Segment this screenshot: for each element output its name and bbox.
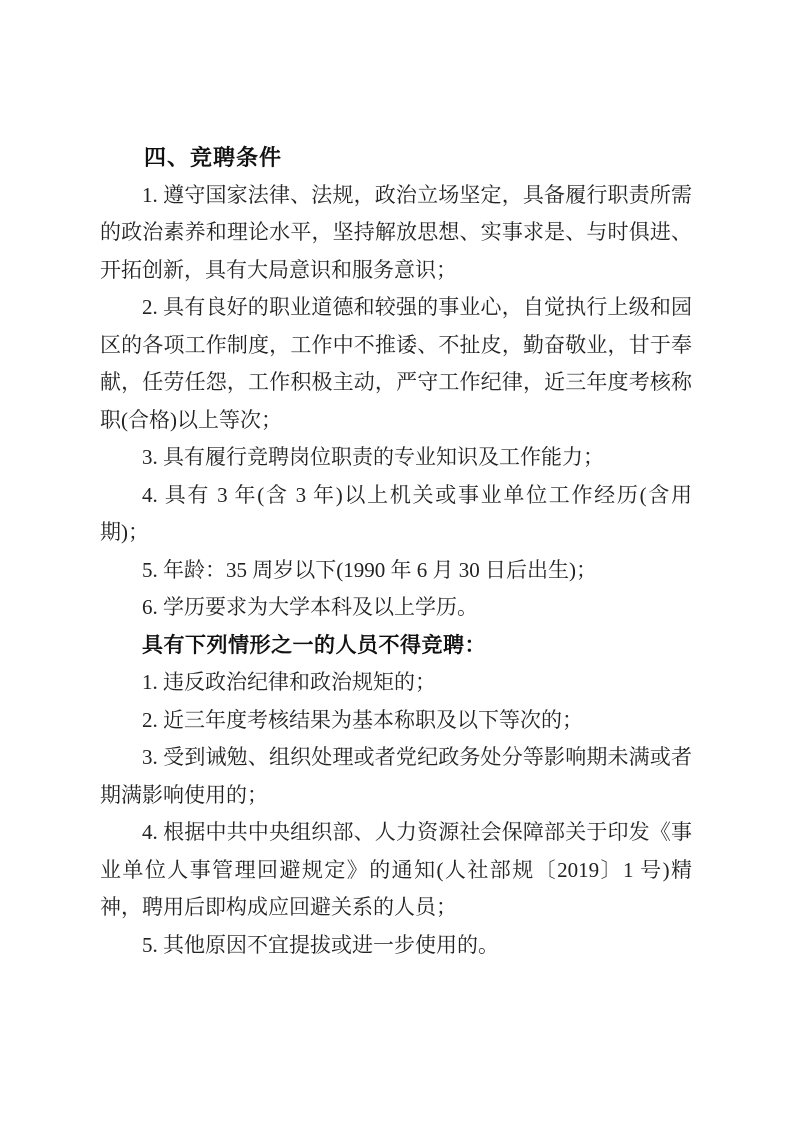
condition-item-4: 4. 具有 3 年(含 3 年)以上机关或事业单位工作经历(含用期)； xyxy=(100,482,692,544)
condition-item-1: 1. 遵守国家法律、法规，政治立场坚定，具备履行职责所需的政治素养和理论水平，坚持解放思想、实事求是、与时俱进、开拓创新，具有大局意识和服务意识； xyxy=(100,182,692,282)
section-heading-conditions: 四、竞聘条件 xyxy=(144,145,283,170)
condition-item-2: 2. 具有良好的职业道德和较强的事业心，自觉执行上级和园区的各项工作制度，工作中不推诿、不扯皮，勤奋敬业，甘于奉献，任劳任怨，工作积极主动，严守工作纪律，近三年度考核称职(合格)以上等次； xyxy=(100,295,692,432)
condition-item-5: 5. 年龄：35 周岁以下(1990 年 6 月 30 日后出生)； xyxy=(142,557,597,582)
restriction-item-5: 5. 其他原因不宜提拔或进一步使用的。 xyxy=(142,932,499,957)
document-content xyxy=(100,139,692,964)
condition-item-3: 3. 具有履行竞聘岗位职责的专业知识及工作能力； xyxy=(142,445,604,469)
restriction-item-2: 2. 近三年度考核结果为基本称职及以下等次的； xyxy=(142,707,583,732)
restriction-item-1: 1. 违反政治纪律和政治规矩的； xyxy=(142,670,436,694)
restriction-item-3: 3. 受到诫勉、组织处理或者党纪政务处分等影响期未满或者期满影响使用的； xyxy=(100,745,692,807)
condition-item-6: 6. 学历要求为大学本科及以上学历。 xyxy=(142,595,478,619)
restriction-item-4: 4. 根据中共中央组织部、人力资源社会保障部关于印发《事业单位人事管理回避规定》的通知(人社部规〔2019〕1 号)精神，聘用后即构成应回避关系的人员； xyxy=(100,820,692,919)
subheading-restrictions: 具有下列情形之一的人员不得竞聘： xyxy=(142,633,486,657)
